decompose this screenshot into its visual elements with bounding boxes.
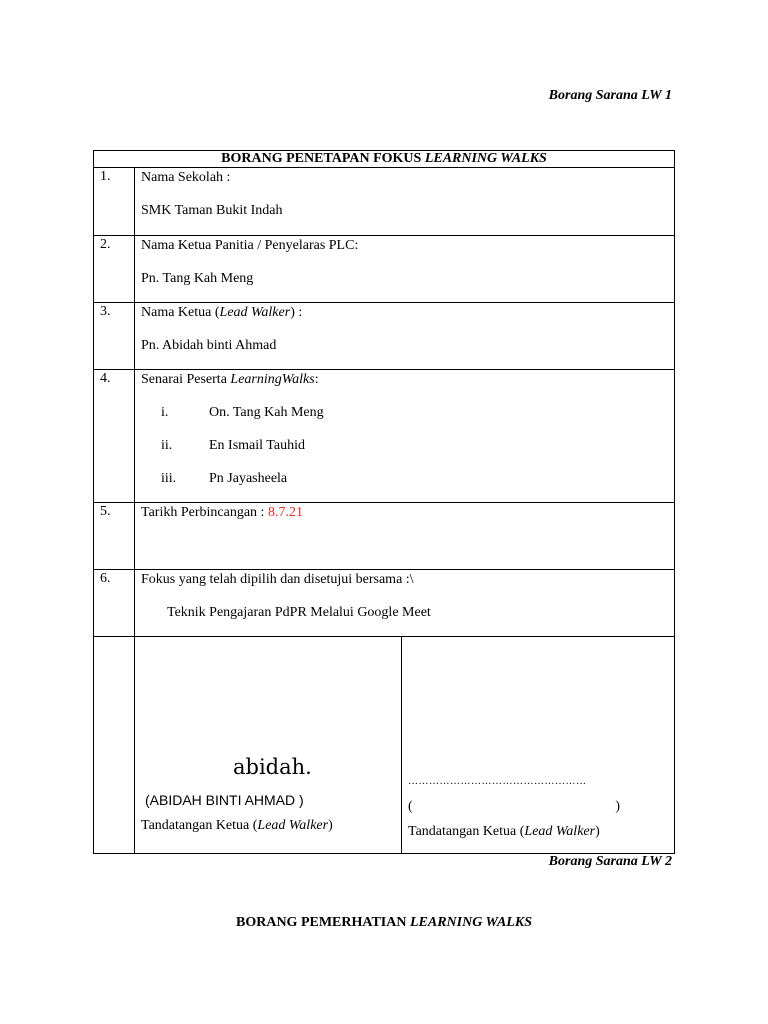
- field-value: Pn. Tang Kah Meng: [141, 271, 254, 286]
- focus-field: [135, 570, 674, 637]
- lead-walker-field: [135, 303, 674, 370]
- row-number: 4.: [94, 370, 135, 503]
- field-label: Nama Ketua (Lead Walker) :: [141, 305, 303, 320]
- signatory-name: (ABIDAH BINTI AHMAD ): [145, 792, 304, 808]
- row-number: 5.: [94, 503, 135, 570]
- committee-head-field: [135, 236, 674, 303]
- field-label: Nama Ketua Panitia / Penyelaras PLC:: [141, 238, 359, 253]
- name-brackets: ( ): [408, 799, 620, 814]
- form-reference-2: Borang Sarana LW 2: [548, 854, 672, 869]
- field-label: Fokus yang telah dipilih dan disetujui bersama :\: [141, 572, 414, 587]
- participants-field: [135, 370, 674, 503]
- next-form-title: BORANG PEMERHATIAN LEARNING WALKS: [236, 915, 532, 930]
- field-value: Teknik Pengajaran PdPR Melalui Google Meet: [167, 605, 431, 620]
- row-number: 2.: [94, 236, 135, 303]
- signature-right: [402, 637, 674, 853]
- row-number: 3.: [94, 303, 135, 370]
- focus-form-table: [93, 150, 675, 854]
- list-item: ii. En Ismail Tauhid: [161, 438, 305, 453]
- list-item: iii. Pn Jayasheela: [161, 471, 288, 486]
- row-number: 6.: [94, 570, 135, 637]
- date-value: 8.7.21: [267, 505, 303, 520]
- handwritten-signature: abidah.: [233, 755, 312, 779]
- signature-role: Tandatangan Ketua (Lead Walker): [141, 818, 333, 833]
- field-label: Nama Sekolah :: [141, 170, 231, 185]
- field-label: Senarai Peserta LearningWalks:: [141, 372, 319, 387]
- signature-row: [135, 637, 674, 853]
- field-value: SMK Taman Bukit Indah: [141, 203, 283, 218]
- signature-line: ……………………………………………: [408, 776, 587, 787]
- list-item: i. On. Tang Kah Meng: [161, 405, 324, 420]
- field-value: Pn. Abidah binti Ahmad: [141, 338, 277, 353]
- row-number-empty: [94, 637, 135, 853]
- form-title: BORANG PENETAPAN FOKUS LEARNING WALKS: [94, 151, 674, 168]
- signature-left: [135, 637, 402, 853]
- row-number: 1.: [94, 168, 135, 236]
- form-reference: Borang Sarana LW 1: [548, 88, 672, 103]
- signature-role: Tandatangan Ketua (Lead Walker): [408, 824, 600, 839]
- discussion-date-field: [135, 503, 674, 570]
- school-name-field: [135, 168, 674, 236]
- field-label: Tarikh Perbincangan : 8.7.21: [141, 505, 303, 520]
